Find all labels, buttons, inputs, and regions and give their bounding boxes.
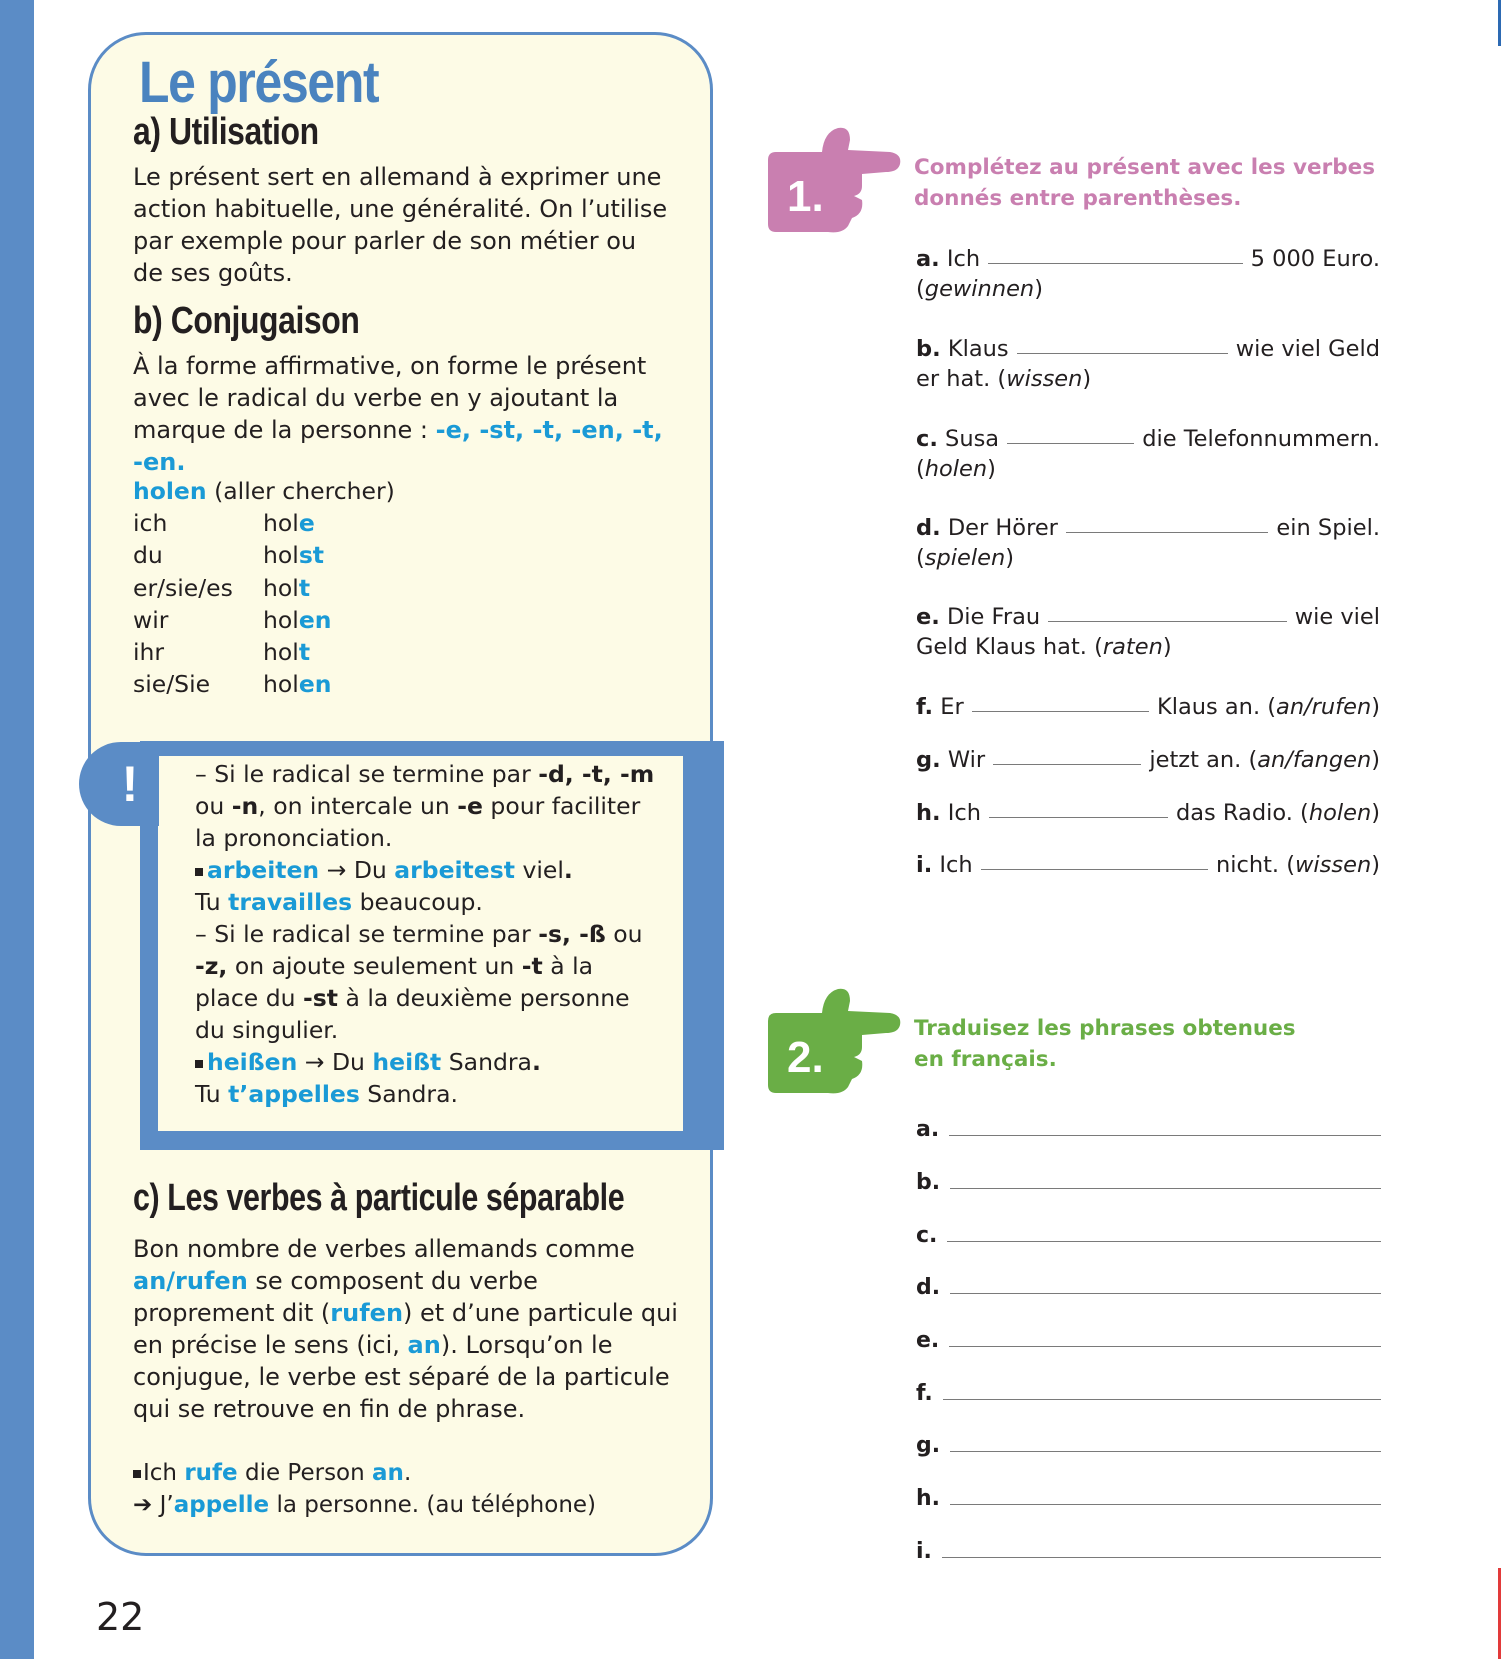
example-text: → Du xyxy=(326,856,387,884)
item-text: Klaus xyxy=(947,336,1009,362)
arrow-right-icon: ➔ xyxy=(133,1492,153,1518)
warning-badge: ! xyxy=(79,742,159,826)
item-text: wie viel xyxy=(1294,604,1380,630)
example-verb: arbeiten xyxy=(207,856,320,884)
item-line xyxy=(916,630,1380,664)
exercise-2-number: 2. xyxy=(787,1033,824,1082)
item-label: g. xyxy=(916,1433,941,1458)
item-line: i. Ich nicht. ( wissen ) xyxy=(916,852,1380,878)
translation-line xyxy=(916,1376,1381,1406)
ending: en xyxy=(298,670,332,699)
item-label: b. xyxy=(916,336,941,362)
example-text: → Du xyxy=(304,1048,365,1076)
example-text: . xyxy=(403,1460,412,1486)
item-line xyxy=(916,362,1380,396)
answer-blank[interactable] xyxy=(949,1135,1381,1136)
item-text: wie viel Geld xyxy=(1235,336,1380,362)
translation-line xyxy=(916,1165,1381,1195)
example-verb: arbeitest xyxy=(394,856,515,884)
translation-verb: travailles xyxy=(228,888,353,916)
item-label: e. xyxy=(916,604,940,630)
stem: hol xyxy=(263,541,299,570)
translation-text: Sandra. xyxy=(367,1080,458,1108)
item-line: g. Wir jetzt an. ( an/fangen ) xyxy=(916,747,1380,773)
translation-2 xyxy=(195,1078,655,1110)
item-line: (gewinnen) xyxy=(916,276,1043,302)
item-text: Ich xyxy=(946,246,981,272)
answer-blank[interactable] xyxy=(972,711,1149,712)
item-verb: gewinnen xyxy=(924,276,1035,302)
example-verb: heißt xyxy=(372,1048,442,1076)
item-text: Geld Klaus hat. ( xyxy=(916,634,1103,660)
example-verb: appelle xyxy=(173,1492,270,1518)
example-text: Sandra xyxy=(448,1048,532,1076)
answer-blank[interactable] xyxy=(989,817,1168,818)
item-line xyxy=(916,507,1380,541)
pronoun: er/sie/es xyxy=(133,573,233,602)
answer-blank[interactable] xyxy=(993,764,1141,765)
example-text: Ich xyxy=(143,1460,178,1486)
pointing-hand-icon xyxy=(762,122,902,234)
verb-gloss: (aller chercher) xyxy=(214,477,395,505)
translation-text: Tu xyxy=(195,1080,221,1108)
rule-text: ou xyxy=(195,792,225,820)
exercise-1-item xyxy=(916,739,1380,773)
exercise-1-item xyxy=(916,596,1380,664)
item-text: Die Frau xyxy=(946,604,1041,630)
lesson-box xyxy=(88,32,713,1556)
rule-2 xyxy=(195,918,655,1046)
pronoun: du xyxy=(133,541,163,570)
verb-infinitive: holen xyxy=(133,477,207,505)
particule-verb: an xyxy=(407,1331,441,1359)
item-text: ein Spiel. xyxy=(1276,515,1380,541)
particule-text xyxy=(133,1233,678,1425)
item-line: (spielen) xyxy=(916,545,1015,571)
bullet-square-icon xyxy=(195,1060,203,1068)
answer-blank[interactable] xyxy=(950,1293,1381,1294)
bullet-square-icon xyxy=(133,1470,141,1478)
exercise-1-item xyxy=(916,238,1380,306)
particule-verb: an/rufen xyxy=(133,1267,248,1295)
exercise-1-item xyxy=(916,792,1380,826)
item-text: 5 000 Euro. xyxy=(1250,246,1380,272)
translation-line xyxy=(916,1218,1381,1248)
translation-line xyxy=(916,1428,1381,1458)
item-label: e. xyxy=(916,1328,940,1353)
translation-line xyxy=(916,1534,1381,1564)
translation-text: Tu xyxy=(195,888,221,916)
stem: hol xyxy=(263,605,299,634)
rule-ending: -t xyxy=(521,952,543,980)
heading-conjugaison: b) Conjugaison xyxy=(133,300,360,342)
pronoun: wir xyxy=(133,605,169,634)
ending: e xyxy=(298,509,315,538)
answer-blank[interactable] xyxy=(981,869,1208,870)
answer-blank[interactable] xyxy=(950,1504,1381,1505)
rule-text: – Si le radical se termine par xyxy=(195,760,531,788)
item-text: das Radio. xyxy=(1175,800,1293,826)
item-verb: raten xyxy=(1102,634,1163,660)
item-line xyxy=(916,418,1380,452)
example-2 xyxy=(195,1046,655,1078)
conjugation-row xyxy=(133,507,395,539)
exercise-1-item xyxy=(916,328,1380,396)
endings: -e, -st, -t, -en, -t, -en. xyxy=(133,416,663,476)
example-text: viel xyxy=(522,856,564,884)
translation-line xyxy=(916,1323,1381,1353)
ending: en xyxy=(298,605,332,634)
stem: hol xyxy=(263,573,299,602)
example-verb: heißen xyxy=(207,1048,298,1076)
conjugaison-body: À la forme affirmative, on forme le présent avec le radical du verbe en y ajoutant la marque de la personne : xyxy=(133,352,647,444)
item-label: a. xyxy=(916,246,940,272)
pointing-hand-icon xyxy=(762,983,902,1095)
item-label: a. xyxy=(916,1117,940,1142)
item-label: c. xyxy=(916,1223,938,1248)
answer-blank[interactable] xyxy=(1066,532,1269,533)
particule-example xyxy=(133,1457,673,1521)
answer-blank[interactable] xyxy=(949,1346,1381,1347)
item-line: f. Er Klaus an. ( an/rufen ) xyxy=(916,694,1380,720)
item-verb: holen xyxy=(924,456,988,482)
answer-blank[interactable] xyxy=(1007,443,1134,444)
item-text: Klaus an. xyxy=(1156,694,1261,720)
item-text: Susa xyxy=(945,426,1000,452)
rule-text: à la deuxième personne du singulier. xyxy=(195,984,630,1044)
translation-line xyxy=(916,1481,1381,1511)
bullet-square-icon xyxy=(195,868,203,876)
page-number: 22 xyxy=(96,1595,145,1639)
particule-body: ). Lorsqu’on le conjugue, le verbe est séparé de la particule qui se retrouve en fin de phrase. xyxy=(133,1331,670,1423)
ending: t xyxy=(298,573,311,602)
lesson-title: Le présent xyxy=(139,50,379,115)
particule-body: Bon nombre de verbes allemands comme xyxy=(133,1235,635,1263)
answer-blank[interactable] xyxy=(1048,621,1287,622)
example-german xyxy=(133,1457,673,1489)
answer-blank[interactable] xyxy=(947,1241,1381,1242)
example-text: J’ xyxy=(159,1492,174,1518)
ending: t xyxy=(298,637,311,666)
conjugation-header xyxy=(133,475,395,507)
particule-body: se composent du verbe proprement dit ( xyxy=(133,1267,538,1327)
exercise-1-number: 1. xyxy=(787,172,824,221)
item-verb: spielen xyxy=(924,545,1006,571)
warning-text xyxy=(195,758,655,1110)
item-label: b. xyxy=(916,1170,941,1195)
pronoun: ihr xyxy=(133,637,165,666)
translation-1 xyxy=(195,886,655,918)
rule-text: à la place du xyxy=(195,952,594,1012)
heading-utilisation: a) Utilisation xyxy=(133,111,319,153)
item-verb: wissen xyxy=(1295,852,1372,878)
example-french xyxy=(133,1489,673,1521)
item-label: c. xyxy=(916,426,938,452)
example-particle: an xyxy=(372,1460,404,1486)
item-verb: an/fangen xyxy=(1257,747,1372,773)
conjugation-row xyxy=(133,636,395,668)
example-text: die Person xyxy=(244,1460,365,1486)
rule-text: – Si le radical se termine par xyxy=(195,920,531,948)
translation-line xyxy=(916,1270,1381,1300)
conjugation-row xyxy=(133,539,395,571)
rule-ending: -s, -ß xyxy=(538,920,606,948)
item-label: i. xyxy=(916,852,933,878)
exercise-1-instruction: Complétez au présent avec les verbes donnés entre parenthèses. xyxy=(914,155,1376,211)
item-verb: an/rufen xyxy=(1276,694,1372,720)
exercise-1-item xyxy=(916,686,1380,720)
rule-ending: -st xyxy=(303,984,338,1012)
rule-ending: -d, -t, -m xyxy=(538,760,655,788)
rule-ending: -z, xyxy=(195,952,228,980)
item-line: h. Ich das Radio. ( holen ) xyxy=(916,800,1380,826)
answer-blank[interactable] xyxy=(943,1399,1381,1400)
rule-text: on ajoute seulement un xyxy=(234,952,515,980)
exercise-1-item xyxy=(916,844,1380,878)
particule-verb: rufen xyxy=(330,1299,404,1327)
exercise-2-instruction: Traduisez les phrases obtenues en français. xyxy=(914,1016,1296,1072)
item-text: Ich xyxy=(939,852,973,878)
item-text: Der Hörer xyxy=(947,515,1058,541)
answer-blank[interactable] xyxy=(950,1451,1381,1452)
item-text: Ich xyxy=(947,800,982,826)
example-verb: rufe xyxy=(184,1460,238,1486)
item-line xyxy=(916,596,1380,630)
ending: st xyxy=(298,541,325,570)
item-label: d. xyxy=(916,515,941,541)
item-text: ) xyxy=(1162,634,1172,660)
translation-line xyxy=(916,1112,1381,1142)
item-text: nicht. xyxy=(1215,852,1280,878)
item-label: g. xyxy=(916,747,941,773)
rule-ending: -e xyxy=(457,792,483,820)
exercise-1-item xyxy=(916,418,1380,486)
page-spine xyxy=(0,0,34,1659)
stem: hol xyxy=(263,670,299,699)
stem: hol xyxy=(263,637,299,666)
pronoun: sie/Sie xyxy=(133,670,211,699)
rule-text: ou xyxy=(613,920,643,948)
pronoun: ich xyxy=(133,509,168,538)
item-text: die Telefonnummern. xyxy=(1142,426,1380,452)
conjugaison-text xyxy=(133,350,673,478)
conjugation-row xyxy=(133,668,395,700)
item-label: h. xyxy=(916,1486,941,1511)
item-text: ) xyxy=(1082,366,1092,392)
rule-text: pour faciliter la prononciation. xyxy=(195,792,641,852)
heading-particule: c) Les verbes à particule séparable xyxy=(133,1177,625,1219)
answer-blank[interactable] xyxy=(988,263,1243,264)
translation-verb: t’appelles xyxy=(228,1080,360,1108)
exercise-1-item xyxy=(916,507,1380,575)
answer-blank[interactable] xyxy=(1017,353,1228,354)
conjugation-row xyxy=(133,604,395,636)
answer-blank[interactable] xyxy=(950,1188,1381,1189)
conjugation-table xyxy=(133,475,395,700)
rule-1 xyxy=(195,758,655,854)
utilisation-text: Le présent sert en allemand à exprimer une action habituelle, une généralité. On l’utilise par exemple pour parler de son métier ou de ses goûts. xyxy=(133,163,668,287)
item-text: jetzt an. xyxy=(1149,747,1242,773)
stem: hol xyxy=(263,509,299,538)
rule-ending: -n xyxy=(231,792,259,820)
item-line xyxy=(916,328,1380,362)
item-verb: wissen xyxy=(1006,366,1083,392)
item-text: er hat. ( xyxy=(916,366,1007,392)
item-label: h. xyxy=(916,800,941,826)
example-text: la personne. (au téléphone) xyxy=(276,1492,597,1518)
rule-text: , on intercale un xyxy=(258,792,450,820)
item-label: d. xyxy=(916,1275,941,1300)
item-text: Wir xyxy=(947,747,986,773)
particule-body: ) et d’une particule qui en précise le sens (ici, xyxy=(133,1299,678,1359)
translation-text: beaucoup. xyxy=(359,888,483,916)
item-label: f. xyxy=(916,1381,933,1406)
item-label: i. xyxy=(916,1539,932,1564)
item-verb: holen xyxy=(1308,800,1372,826)
example-text: . xyxy=(531,1048,541,1076)
item-line: (holen) xyxy=(916,456,996,482)
example-1 xyxy=(195,854,655,886)
item-label: f. xyxy=(916,694,934,720)
item-line xyxy=(916,238,1380,272)
answer-blank[interactable] xyxy=(942,1557,1381,1558)
example-text: . xyxy=(563,856,573,884)
conjugation-row xyxy=(133,572,395,604)
item-text: Er xyxy=(940,694,964,720)
